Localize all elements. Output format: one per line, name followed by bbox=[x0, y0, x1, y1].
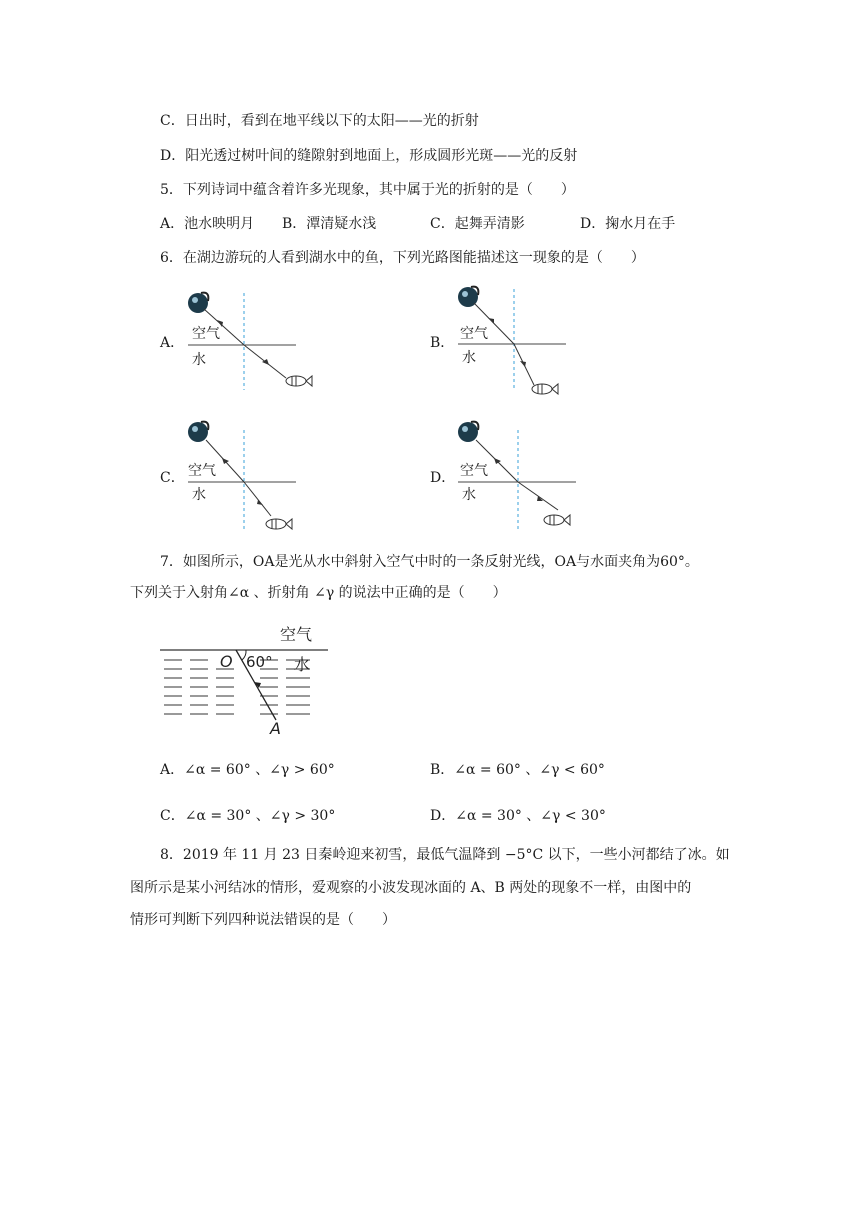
q6-b-air-label: 空气 bbox=[460, 326, 488, 342]
q7-point-o: O bbox=[220, 652, 233, 671]
q7-air-label: 空气 bbox=[280, 625, 313, 644]
q6-a-air-label: 空气 bbox=[192, 326, 220, 342]
fish-icon bbox=[544, 515, 570, 525]
q6-c-air-label: 空气 bbox=[188, 463, 216, 479]
q6-diagram-a bbox=[178, 285, 318, 395]
q5-option-b: B．潭清疑水浅 bbox=[282, 216, 377, 232]
q7-stem-line1: 7．如图所示，OA是光从水中斜射入空气中时的一条反射光线，OA与水面夹角为60°。 bbox=[160, 554, 699, 570]
fish-icon bbox=[532, 384, 558, 394]
q7-water-label: 水 bbox=[294, 655, 311, 674]
q4-option-c: C．日出时，看到在地平线以下的太阳——光的折射 bbox=[160, 113, 479, 129]
q6-b-water-label: 水 bbox=[462, 350, 476, 366]
q4-option-d: D．阳光透过树叶间的缝隙射到地面上，形成圆形光斑——光的反射 bbox=[160, 148, 578, 164]
fish-icon bbox=[266, 519, 292, 529]
q6-option-b-label: B． bbox=[430, 335, 455, 351]
q6-option-d-label: D． bbox=[430, 470, 456, 486]
q7-option-d: D．∠α = 30° 、∠γ < 30° bbox=[430, 808, 606, 824]
q7-stem-line2: 下列关于入射角∠α 、折射角 ∠γ 的说法中正确的是（ ） bbox=[130, 585, 507, 601]
q6-diagram-c bbox=[178, 420, 318, 532]
q6-option-c-label: C． bbox=[160, 470, 185, 486]
q5-option-a: A．池水映明月 bbox=[160, 216, 255, 232]
q7-option-a: A．∠α = 60° 、∠γ > 60° bbox=[160, 762, 335, 778]
q6-diagram-d bbox=[448, 420, 588, 532]
q8-line1: 8．2019 年 11 月 23 日秦岭迎来初雪，最低气温降到 −5°C 以下，一些小河都结了冰。如 bbox=[160, 847, 730, 863]
q6-d-air-label: 空气 bbox=[460, 463, 488, 479]
q6-stem: 6．在湖边游玩的人看到湖水中的鱼，下列光路图能描述这一现象的是（ ） bbox=[160, 250, 645, 266]
q7-point-a: A bbox=[270, 719, 281, 738]
q8-line2: 图所示是某小河结冰的情形，爱观察的小波发现冰面的 A、B 两处的现象不一样，由图中的 bbox=[130, 880, 692, 896]
q7-diagram bbox=[160, 622, 330, 740]
q5-stem: 5．下列诗词中蕴含着许多光现象，其中属于光的折射的是（ ） bbox=[160, 182, 575, 198]
q5-option-c: C．起舞弄清影 bbox=[430, 216, 525, 232]
eye-icon bbox=[458, 422, 478, 442]
q7-angle-label: 60° bbox=[246, 653, 273, 671]
q6-d-water-label: 水 bbox=[462, 487, 476, 503]
eye-icon bbox=[188, 422, 208, 442]
q8-line3: 情形可判断下列四种说法错误的是（ ） bbox=[130, 912, 396, 928]
q6-a-water-label: 水 bbox=[192, 352, 206, 368]
q7-option-c: C．∠α = 30° 、∠γ > 30° bbox=[160, 808, 336, 824]
q7-option-b: B．∠α = 60° 、∠γ < 60° bbox=[430, 762, 605, 778]
q6-c-water-label: 水 bbox=[192, 487, 206, 503]
q6-option-a-label: A． bbox=[160, 335, 185, 351]
q6-diagram-b bbox=[448, 285, 588, 395]
q5-option-d: D．掬水月在手 bbox=[580, 216, 676, 232]
fish-icon bbox=[286, 376, 312, 386]
